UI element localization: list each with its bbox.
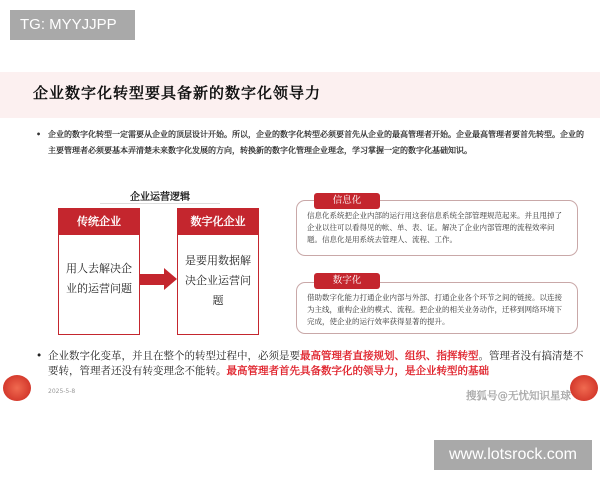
- informatization-label: 信息化: [314, 193, 380, 209]
- highlight-text: 最高管理者首先具备数字化的领导力，是企业转型的基础: [226, 365, 489, 377]
- lantern-icon: [570, 375, 598, 401]
- watermark: 搜狐号@无忧知识星球: [466, 390, 571, 402]
- conclusion-paragraph: [36, 349, 592, 379]
- box-body: 用人去解决企业的运营问题: [66, 262, 132, 295]
- box-body: 是要用数据解决企业运营问题: [185, 254, 251, 307]
- arrow-head-icon: [164, 268, 177, 290]
- digitalization-panel: 借助数字化能力打通企业内部与外部、打通企业各个环节之间的链接。以连接为主线，重构企业的模式、流程。把企业的相关业务动作，迁移到网络环境下完成，使企业的运行效率获得显著的提升。: [296, 282, 578, 334]
- digital-enterprise-box: [177, 208, 259, 335]
- text: 企业数字化变革，并且在整个的转型过程中，必须是要: [48, 350, 300, 362]
- box-header: 数字化企业: [178, 209, 258, 235]
- text: 。管理者没有搞清楚不要转，管理者还没有转变理念不能转。: [48, 350, 584, 377]
- box-header: 传统企业: [59, 209, 139, 235]
- diagram-title: 企业运营逻辑: [100, 188, 220, 204]
- traditional-enterprise-box: [58, 208, 140, 335]
- date-label: 2025-5-8: [48, 388, 76, 395]
- intro-paragraph: • 企业的数字化转型一定需要从企业的顶层设计开始。所以，企业的数字化转型必须要首先从企业的最高管理者开始。企业最高管理者要首先转型。企业的主要管理者必须要基本弄清楚未来数字化发展的方向，转换新的数字化管理企业理念，学习掌握一定的数字化基础知识。: [36, 127, 588, 159]
- arrow-icon: [140, 274, 164, 285]
- lantern-icon: [3, 375, 31, 401]
- highlight-text: 最高管理者直接规划、组织、指挥转型: [300, 350, 479, 362]
- site-badge: www.lotsrock.com: [434, 440, 592, 470]
- tag-badge: TG: MYYJJPP: [10, 10, 135, 40]
- slide-title: 企业数字化转型要具备新的数字化领导力: [33, 84, 322, 102]
- informatization-panel: 信息化系统把企业内部的运行用这套信息系统全部管理规范起来。并且甩掉了企业以往可以看得见的帐、单、表、证。解决了企业内部管理的流程效率问题。信息化是用系统去管理人、流程、工作。: [296, 200, 578, 256]
- digitalization-label: 数字化: [314, 273, 380, 289]
